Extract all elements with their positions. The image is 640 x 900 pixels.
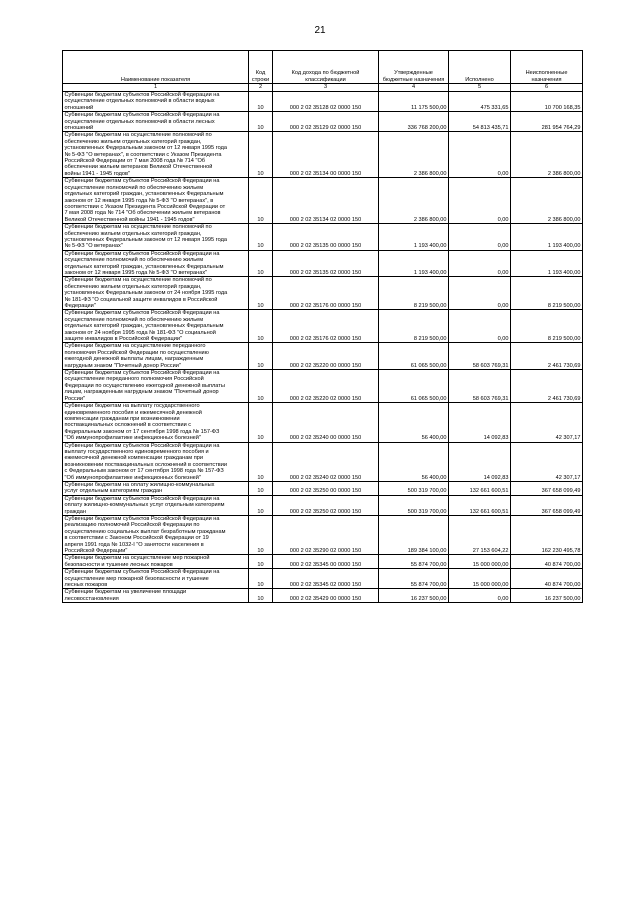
row-name: Субвенции бюджетам субъектов Российской Федерации на осуществление отдельных полномочий в области лесных отношений	[63, 112, 249, 132]
row-name: Субвенции бюджетам субъектов Российской Федерации на осуществление полномочий по обеспечению жильем отдельных категорий граждан, установленных Федеральным законом от 12 января 1995 года № 5-ФЗ "О ветеранах", в соответствии с Указом Президента Российской Федерации от 7 мая 2008 года № 714 "Об обеспечении жильем ветеранов Великой Отечественной войны 1941 - 1945 годов"	[63, 178, 249, 224]
row-unexecuted: 8 219 500,00	[511, 310, 583, 343]
row-unexecuted: 2 461 730,69	[511, 343, 583, 370]
row-executed: 0,00	[449, 224, 511, 251]
row-approved: 336 768 200,00	[379, 112, 449, 132]
row-approved: 500 319 700,00	[379, 495, 449, 515]
row-unexecuted: 367 658 099,49	[511, 495, 583, 515]
row-income-code: 000 2 02 35250 02 0000 150	[273, 495, 379, 515]
column-number: 1	[63, 84, 249, 92]
row-approved: 55 874 700,00	[379, 569, 449, 589]
row-name: Субвенции бюджетам субъектов Российской Федерации на осуществление полномочий по обеспечению жильем отдельных категорий граждан, установленных Федеральным законом от 24 ноября 1995 года № 181-ФЗ "О социальной защите инвалидов в Российской Федерации"	[63, 310, 249, 343]
row-executed: 0,00	[449, 310, 511, 343]
table-row	[63, 224, 583, 251]
row-executed: 54 813 435,71	[449, 112, 511, 132]
row-line-code: 10	[249, 516, 273, 555]
row-income-code: 000 2 02 35345 00 0000 150	[273, 555, 379, 569]
row-line-code: 10	[249, 343, 273, 370]
row-unexecuted: 40 874 700,00	[511, 569, 583, 589]
row-name: Субвенции бюджетам на осуществление полномочий по обеспечению жильем отдельных категорий граждан, установленных Федеральным законом от 24 ноября 1995 года № 181-ФЗ "О социальной защите инвалидов в Российской Федерации"	[63, 277, 249, 310]
row-approved: 2 386 800,00	[379, 178, 449, 224]
table-row	[63, 481, 583, 495]
header-unexecuted: Неисполненные назначения	[511, 51, 583, 84]
row-approved: 2 386 800,00	[379, 132, 449, 178]
row-income-code: 000 2 02 35240 00 0000 150	[273, 403, 379, 442]
row-executed: 475 331,65	[449, 92, 511, 112]
row-income-code: 000 2 02 35134 02 0000 150	[273, 178, 379, 224]
row-income-code: 000 2 02 35220 00 0000 150	[273, 343, 379, 370]
row-line-code: 10	[249, 310, 273, 343]
row-income-code: 000 2 02 35345 02 0000 150	[273, 569, 379, 589]
row-approved: 56 400,00	[379, 403, 449, 442]
page-number: 21	[314, 25, 326, 36]
row-executed: 0,00	[449, 589, 511, 603]
row-executed: 0,00	[449, 178, 511, 224]
table-row	[63, 495, 583, 515]
row-unexecuted: 16 237 500,00	[511, 589, 583, 603]
row-income-code: 000 2 02 35250 00 0000 150	[273, 481, 379, 495]
row-approved: 8 219 500,00	[379, 310, 449, 343]
table-header-row	[63, 51, 583, 84]
table-row	[63, 132, 583, 178]
row-executed: 15 000 000,00	[449, 569, 511, 589]
row-name: Субвенции бюджетам на оплату жилищно-коммунальных услуг отдельным категориям граждан	[63, 481, 249, 495]
column-number: 2	[249, 84, 273, 92]
row-approved: 189 384 100,00	[379, 516, 449, 555]
row-unexecuted: 42 307,17	[511, 442, 583, 481]
row-income-code: 000 2 02 35240 02 0000 150	[273, 442, 379, 481]
row-name: Субвенции бюджетам на осуществление полномочий по обеспечению жильем отдельных категорий граждан, установленных Федеральным законом от 12 января 1995 года № 5-ФЗ "О ветеранах", в соответствии с Указом Президента Российской Федерации от 7 мая 2008 года № 714 "Об обеспечении жильем ветеранов Великой Отечественной войны 1941 - 1945 годов"	[63, 132, 249, 178]
row-executed: 0,00	[449, 132, 511, 178]
row-approved: 11 175 500,00	[379, 92, 449, 112]
column-number: 4	[379, 84, 449, 92]
row-income-code: 000 2 02 35176 02 0000 150	[273, 310, 379, 343]
row-line-code: 10	[249, 370, 273, 403]
row-executed: 14 092,83	[449, 403, 511, 442]
row-executed: 58 603 769,31	[449, 370, 511, 403]
row-line-code: 10	[249, 112, 273, 132]
table-row	[63, 250, 583, 277]
table-row	[63, 310, 583, 343]
row-approved: 8 219 500,00	[379, 277, 449, 310]
row-executed: 0,00	[449, 250, 511, 277]
row-name: Субвенции бюджетам субъектов Российской Федерации на выплату государственного единовременного пособия и ежемесячной денежной компенсации гражданам при возникновении поствакцинальных осложнений в соответствии с Федеральным законом от 17 сентября 1998 года № 157-ФЗ "Об иммунопрофилактике инфекционных болезней"	[63, 442, 249, 481]
row-line-code: 10	[249, 495, 273, 515]
header-name: Наименование показателя	[63, 51, 249, 84]
row-name: Субвенции бюджетам субъектов Российской Федерации на осуществление отдельных полномочий в области водных отношений	[63, 92, 249, 112]
row-line-code: 10	[249, 277, 273, 310]
row-line-code: 10	[249, 442, 273, 481]
row-line-code: 10	[249, 250, 273, 277]
row-income-code: 000 2 02 35176 00 0000 150	[273, 277, 379, 310]
table-row	[63, 343, 583, 370]
column-number: 3	[273, 84, 379, 92]
row-unexecuted: 8 219 500,00	[511, 277, 583, 310]
row-unexecuted: 162 230 495,78	[511, 516, 583, 555]
header-line-code: Код строки	[249, 51, 273, 84]
row-income-code: 000 2 02 35290 02 0000 150	[273, 516, 379, 555]
row-income-code: 000 2 02 35134 00 0000 150	[273, 132, 379, 178]
header-income-code: Код дохода по бюджетной классификации	[273, 51, 379, 84]
row-income-code: 000 2 02 35128 02 0000 150	[273, 92, 379, 112]
header-approved: Утвержденные бюджетные назначения	[379, 51, 449, 84]
row-name: Субвенции бюджетам субъектов Российской Федерации на осуществление мер пожарной безопасности и тушение лесных пожаров	[63, 569, 249, 589]
row-line-code: 10	[249, 403, 273, 442]
row-line-code: 10	[249, 92, 273, 112]
column-number: 5	[449, 84, 511, 92]
row-approved: 61 065 500,00	[379, 370, 449, 403]
row-line-code: 10	[249, 224, 273, 251]
table-row	[63, 178, 583, 224]
table-row	[63, 112, 583, 132]
row-approved: 500 319 700,00	[379, 481, 449, 495]
row-name: Субвенции бюджетам на осуществление полномочий по обеспечению жильем отдельных категорий граждан, установленных Федеральным законом от 12 января 1995 года № 5-ФЗ "О ветеранах"	[63, 224, 249, 251]
table-row	[63, 403, 583, 442]
table-row	[63, 370, 583, 403]
row-unexecuted: 1 193 400,00	[511, 224, 583, 251]
row-line-code: 10	[249, 569, 273, 589]
header-executed: Исполнено	[449, 51, 511, 84]
row-unexecuted: 42 307,17	[511, 403, 583, 442]
row-name: Субвенции бюджетам на осуществление мер пожарной безопасности и тушение лесных пожаров	[63, 555, 249, 569]
row-unexecuted: 1 193 400,00	[511, 250, 583, 277]
row-executed: 58 603 769,31	[449, 343, 511, 370]
table-row	[63, 589, 583, 603]
row-name: Субвенции бюджетам субъектов Российской Федерации на осуществление переданного полномочия Российской Федерации по осуществлению ежегодной денежной выплаты лицам, награжденным нагрудным знаком "Почетный донор России"	[63, 370, 249, 403]
row-executed: 132 661 600,51	[449, 495, 511, 515]
row-name: Субвенции бюджетам на выплату государственного единовременного пособия и ежемесячной денежной компенсации гражданам при возникновении поствакцинальных осложнений в соответствии с Федеральным законом от 17 сентября 1998 года № 157-ФЗ "Об иммунопрофилактике инфекционных болезней"	[63, 403, 249, 442]
table-row	[63, 555, 583, 569]
row-income-code: 000 2 02 35129 02 0000 150	[273, 112, 379, 132]
row-unexecuted: 2 461 730,69	[511, 370, 583, 403]
row-unexecuted: 40 874 700,00	[511, 555, 583, 569]
row-name: Субвенции бюджетам субъектов Российской Федерации на осуществление полномочий по обеспечению жильем отдельных категорий граждан, установленных Федеральным законом от 12 января 1995 года № 5-ФЗ "О ветеранах"	[63, 250, 249, 277]
row-name: Субвенции бюджетам на осуществление переданного полномочия Российской Федерации по осуществлению ежегодной денежной выплаты лицам, награжденным нагрудным знаком "Почетный донор России"	[63, 343, 249, 370]
row-executed: 14 092,83	[449, 442, 511, 481]
row-approved: 61 065 500,00	[379, 343, 449, 370]
row-executed: 0,00	[449, 277, 511, 310]
row-unexecuted: 10 700 168,35	[511, 92, 583, 112]
table-row	[63, 516, 583, 555]
row-name: Субвенции бюджетам субъектов Российской Федерации на реализацию полномочий Российской Федерации по осуществлению социальных выплат безработным гражданам в соответствии с Законом Российской Федерации от 19 апреля 1991 года № 1032-I "О занятости населения в Российской Федерации"	[63, 516, 249, 555]
table-row	[63, 569, 583, 589]
row-approved: 56 400,00	[379, 442, 449, 481]
row-executed: 27 153 604,22	[449, 516, 511, 555]
row-income-code: 000 2 02 35429 00 0000 150	[273, 589, 379, 603]
row-line-code: 10	[249, 178, 273, 224]
table-row	[63, 277, 583, 310]
row-executed: 132 661 600,51	[449, 481, 511, 495]
column-number: 6	[511, 84, 583, 92]
row-name: Субвенции бюджетам на увеличение площади лесовосстановления	[63, 589, 249, 603]
row-unexecuted: 2 386 800,00	[511, 178, 583, 224]
budget-report-table	[62, 50, 583, 603]
row-approved: 55 874 700,00	[379, 555, 449, 569]
row-income-code: 000 2 02 35220 02 0000 150	[273, 370, 379, 403]
row-approved: 1 193 400,00	[379, 224, 449, 251]
row-approved: 1 193 400,00	[379, 250, 449, 277]
table-row	[63, 442, 583, 481]
table-row	[63, 92, 583, 112]
row-line-code: 10	[249, 555, 273, 569]
row-line-code: 10	[249, 132, 273, 178]
row-approved: 16 237 500,00	[379, 589, 449, 603]
row-unexecuted: 2 386 800,00	[511, 132, 583, 178]
column-number-row	[63, 84, 583, 92]
row-line-code: 10	[249, 481, 273, 495]
row-unexecuted: 281 954 764,29	[511, 112, 583, 132]
row-line-code: 10	[249, 589, 273, 603]
row-income-code: 000 2 02 35135 02 0000 150	[273, 250, 379, 277]
row-income-code: 000 2 02 35135 00 0000 150	[273, 224, 379, 251]
row-unexecuted: 367 658 099,49	[511, 481, 583, 495]
row-executed: 15 000 000,00	[449, 555, 511, 569]
row-name: Субвенции бюджетам субъектов Российской Федерации на оплату жилищно-коммунальных услуг отдельным категориям граждан	[63, 495, 249, 515]
